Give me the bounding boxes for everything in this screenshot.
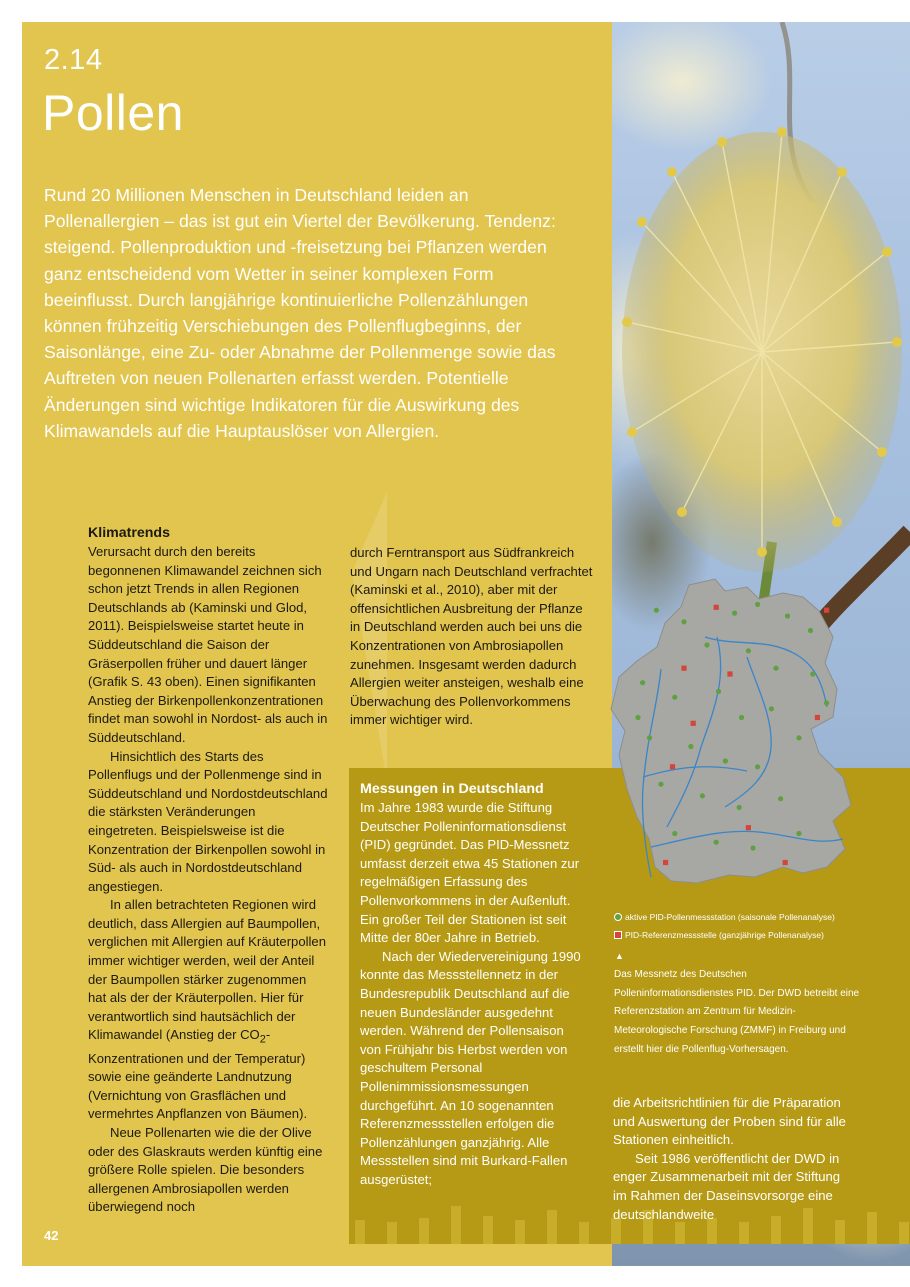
active-station-14 [769,706,774,711]
active-station-0 [654,608,659,613]
active-station-26 [750,845,755,850]
active-station-25 [714,840,719,845]
legend-reference: PID-Referenzmessstelle (ganzjährige Pollenanalyse) [614,926,904,944]
active-station-18 [723,758,728,763]
klimatrends-column-2 [350,544,595,730]
klimatrends-paragraph-1: Verursacht durch den bereits begonnenen Klimawandel zeichnen sich schon jetzt Trends in allen Regionen Deutschlands ab (Kaminski und Glod, 2011). Beispielsweise startet heute in Süddeutschland die Saison der Gräserpollen früher und dauert länger (Grafik S. 43 oben). Einen signifikanten Anstieg der Birkenpollenkonzentrationen findet man sowohl in Nordost- als auch in Süddeutschland. [88,544,328,745]
germany-shape [611,579,851,883]
klimatrends-paragraph-3-b: -Konzentrationen und der Temperatur) sowie eine geänderte Landnutzung (Vernichtung von Grasflächen und vermehrtes Anpflanzen von Bäumen). [88,1027,308,1122]
reference-station-7 [746,825,751,830]
active-station-8 [773,666,778,671]
reference-station-3 [727,671,732,676]
reference-station-2 [681,666,686,671]
reference-station-9 [783,860,788,865]
reference-station-8 [663,860,668,865]
klimatrends-heading: Klimatrends [88,525,170,541]
section-number: 2.14 [44,44,103,76]
active-station-16 [647,735,652,740]
klimatrends-paragraph-3 [88,896,328,1124]
messungen-column-1 [360,780,582,1189]
reference-station-0 [714,605,719,610]
active-station-3 [755,602,760,607]
messungen-paragraph-2: Nach der Wiedervereinigung 1990 konnte das Messstellennetz in der Bundesrepublik Deutschland auf die neuen Bundesländer ausgedehnt werden. Während der Pollensaison von Frühjahr bis Herbst werden von geschultem Personal Pollenimmissionsmessungen durchgeführt. An 10 sogenannten Referenzmessstellen erfolgen die Pollenzählungen ganzjährig. Alle Messstellen sind mit Burkard-Fallen ausgerüstet; [360,948,581,1187]
active-station-icon [614,913,622,921]
intro-paragraph: Rund 20 Millionen Menschen in Deutschland leiden an Pollenallergien – das ist gut ein Viertel der Bevölkerung. Tendenz: steigend. Pollenproduktion und -freisetzung bei Pflanzen werden ganz entscheidend vom Wetter in seiner komplexen Form beeinflusst. Durch langjährige kontinuierliche Pollenzählungen können frühzeitig Verschiebungen des Pollenflugbeginns, der Saisonlänge, eine Zu- oder Abnahme der Pollenmenge sowie das Auftreten von neuen Pollenarten erfasst werden. Potentielle Änderungen sind wichtige Indikatoren für die Auswirkung des Klimawandels auf die Hauptauslöser von Allergien. [44,185,556,441]
page-number: 42 [44,1228,59,1243]
messungen-paragraph-3: die Arbeitsrichtlinien für die Präparation und Auswertung der Proben sind für alle Stationen einheitlich. [613,1095,846,1148]
active-station-21 [700,793,705,798]
klimatrends-paragraph-2: Hinsichtlich des Starts des Pollenflugs und der Pollenmenge sind in Süddeutschland und Nordostdeutschland die stärksten Veränderungen eingetreten. Beispielsweise ist die Konzentration der Birkenpollen sowohl in Süd- als auch in Nordostdeutschland angestiegen. [88,748,328,894]
active-station-11 [672,695,677,700]
active-station-22 [737,805,742,810]
active-station-19 [755,764,760,769]
reference-station-icon [614,931,622,939]
active-station-4 [785,613,790,618]
active-station-17 [688,744,693,749]
active-station-15 [796,735,801,740]
active-station-29 [824,700,829,705]
page [22,22,910,1266]
reference-station-5 [691,721,696,726]
active-station-2 [732,611,737,616]
active-station-7 [746,648,751,653]
active-station-10 [640,680,645,685]
germany-map [597,577,867,897]
messungen-paragraph-1: Im Jahre 1983 wurde die Stiftung Deutscher Polleninformationsdienst (PID) gegründet. Das PID-Messnetz umfasst derzeit etwa 45 Stationen zur regelmäßigen Erfassung des Pollenvorkommens in der Außenluft. Ein großer Teil der Stationen ist seit Mitte der 80er Jahre in Betrieb. [360,800,580,946]
active-station-24 [672,831,677,836]
caption-triangle-icon: ▲ [615,951,624,961]
active-station-13 [739,715,744,720]
messungen-heading: Messungen in Deutschland [360,781,544,797]
klimatrends-paragraph-5: durch Ferntransport aus Südfrankreich und Ungarn nach Deutschland verfrachtet (Kaminski et al., 2010), aber mit der offensichtlichen Ausbreitung der Pflanze in Deutschland werden auch bei uns die Konzentrationen von Ambrosiapollen zunehmen. Insgesamt werden dadurch Allergien weiter ansteigen, weshalb eine Überwachung des Pollenvorkommens immer wichtiger wird. [350,545,593,728]
klimatrends-paragraph-3-a: In allen betrachteten Regionen wird deutlich, dass Allergien auf Baumpollen, verglichen mit Allergien auf Kräuterpollen immer wichtiger werden, weil der Anteil der Baumpollen stärker zugenommen hat als der der Kräuterpollen. Hier für verantwortlich sind hautsächlich der Klimawandel (Anstieg der CO [88,897,327,1043]
active-station-27 [796,831,801,836]
active-station-1 [681,619,686,624]
legend-active: aktive PID-Pollenmessstation (saisonale Pollenanalyse) [614,908,904,926]
active-station-20 [658,782,663,787]
map-legend [614,908,904,944]
active-station-23 [778,796,783,801]
active-station-9 [810,671,815,676]
messungen-column-2 [613,1094,853,1224]
page-title: Pollen [42,85,184,141]
active-station-12 [716,689,721,694]
klimatrends-column-1 [88,524,328,1217]
reference-station-6 [670,764,675,769]
reference-station-4 [815,715,820,720]
klimatrends-paragraph-4: Neue Pollenarten wie die der Olive oder des Glaskrauts werden künftig eine größere Rolle spielen. Die besonders allergenen Ambrosiapollen werden überwiegend noch [88,1125,323,1215]
co2-subscript: 2 [259,1034,266,1047]
active-station-5 [808,628,813,633]
reference-station-1 [824,608,829,613]
messungen-paragraph-4: Seit 1986 veröffentlicht der DWD in enger Zusammenarbeit mit der Stiftung im Rahmen der Daseinsvorsorge eine deutschlandweite [613,1150,841,1222]
active-station-6 [704,642,709,647]
map-caption: Das Messnetz des Deutschen Polleninformationsdienstes PID. Der DWD betreibt eine Referenzstation am Zentrum für Medizin-Meteorologische Forschung (ZMMF) in Freiburg und erstellt hier die Pollenflug-Vorhersagen. [614,969,860,1055]
active-station-28 [635,715,640,720]
